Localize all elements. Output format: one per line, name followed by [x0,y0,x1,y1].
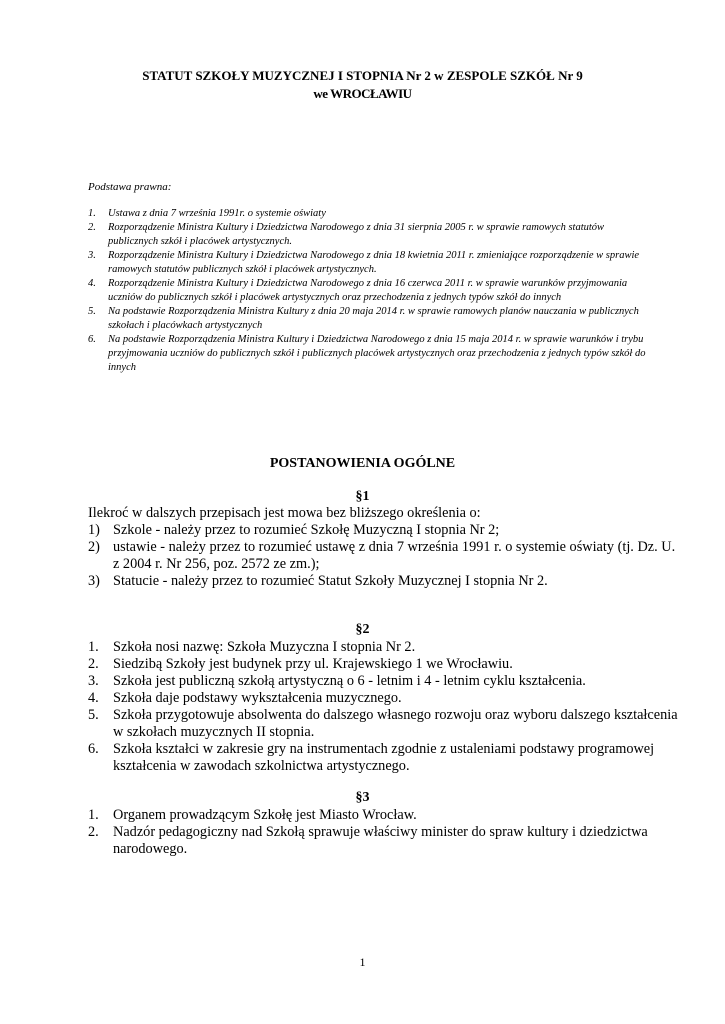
item-number: 5. [88,707,99,723]
list-item [88,539,678,573]
item-number: 3. [88,673,99,689]
item-number: 3) [88,573,100,589]
item-number: 2. [88,222,96,233]
item-text: Rozporządzenie Ministra Kultury i Dziedzictwa Narodowego z dnia 31 sierpnia 2005 r. w sprawie ramowych statutów publicznych szkół i placówek artystycznych. [108,222,605,247]
list-item [88,639,678,656]
item-text: Szkoła kształci w zakresie gry na instrumentach zgodnie z ustaleniami podstawy programowej kształcenia w zawodach szkolnictwa artystycznego. [113,741,655,774]
item-text: ustawie - należy przez to rozumieć ustawę z dnia 7 września 1991 r. o systemie oświaty (tj. Dz. U. z 2004 r. Nr 256, poz. 2572 ze zm.); [113,539,676,572]
legal-basis-item [88,305,648,333]
item-text: Na podstawie Rozporządzenia Ministra Kultury i Dziedzictwa Narodowego z dnia 15 maja 2014 r. w sprawie warunków i trybu przyjmowania uczniów do publicznych szkół i publicznych placówek artystycznych oraz przechodzenia z jednych typów szkół do innych [108,334,646,373]
list-item [88,824,678,858]
definitions-list [88,522,678,590]
item-text: Na podstawie Rozporządzenia Ministra Kultury z dnia 20 maja 2014 r. w sprawie ramowych planów nauczania w publicznych szkołach i placówkach artystycznych [108,306,639,331]
paragraph-3-list [88,807,678,858]
paragraph-mark-1: §1 [355,489,370,504]
item-number: 6. [88,741,99,757]
paragraph-1-intro: Ilekroć w dalszych przepisach jest mowa bez bliższego określenia o: [88,505,481,521]
list-item [88,690,678,707]
item-number: 2. [88,656,99,672]
legal-basis-item [88,221,648,249]
list-item [88,656,678,673]
legal-basis-item [88,277,648,305]
section-heading-general: POSTANOWIENIA OGÓLNE [269,456,456,471]
item-text: Szkoła daje podstawy wykształcenia muzycznego. [113,690,402,706]
item-number: 1. [88,807,99,823]
paragraph-mark-3: §3 [355,790,370,805]
item-number: 1. [88,639,99,655]
page-number: 1 [359,955,366,969]
legal-basis-list [88,207,648,375]
item-number: 5. [88,306,96,317]
item-number: 1. [88,208,96,219]
title-line-1: STATUT SZKOŁY MUZYCZNEJ I STOPNIA Nr 2 w ZESPOLE SZKÓŁ Nr 9 [142,68,583,83]
legal-basis-item [88,333,648,375]
item-text: Nadzór pedagogiczny nad Szkołą sprawuje właściwy minister do spraw kultury i dziedzictwa narodowego. [113,824,648,857]
list-item [88,522,678,539]
list-item [88,573,678,590]
item-text: Szkoła nosi nazwę: Szkoła Muzyczna I stopnia Nr 2. [113,639,416,655]
item-text: Organem prowadzącym Szkołę jest Miasto Wrocław. [113,807,417,823]
legal-basis-label: Podstawa prawna: [88,181,172,193]
list-item [88,707,678,741]
paragraph-mark-2: §2 [355,622,370,637]
document-title [60,67,665,103]
legal-basis-item [88,207,648,221]
item-number: 3. [88,250,96,261]
item-text: Szkoła przygotowuje absolwenta do dalszego własnego rozwoju oraz wyboru dalszego kształcenia w szkołach muzycznych II stopnia. [113,707,678,740]
list-item [88,741,678,775]
item-number: 1) [88,522,100,538]
item-text: Siedzibą Szkoły jest budynek przy ul. Krajewskiego 1 we Wrocławiu. [113,656,513,672]
item-text: Statucie - należy przez to rozumieć Statut Szkoły Muzycznej I stopnia Nr 2. [113,573,548,589]
item-text: Szkoła jest publiczną szkołą artystyczną o 6 - letnim i 4 - letnim cyklu kształcenia. [113,673,586,689]
item-number: 4. [88,278,96,289]
item-number: 4. [88,690,99,706]
list-item [88,807,678,824]
item-number: 6. [88,334,96,345]
title-line-2: we WROCŁAWIU [313,86,412,101]
item-number: 2. [88,824,99,840]
paragraph-2-list [88,639,678,775]
list-item [88,673,678,690]
item-text: Rozporządzenie Ministra Kultury i Dziedzictwa Narodowego z dnia 16 czerwca 2011 r. w sprawie warunków przyjmowania uczniów do publicznych szkół i placówek artystycznych oraz przechodzenia z jednych typów szkół do innych [108,278,628,303]
item-text: Rozporządzenie Ministra Kultury i Dziedzictwa Narodowego z dnia 18 kwietnia 2011 r. zmieniające rozporządzenie w sprawie ramowych statutów publicznych szkół i placówek artystycznych. [108,250,640,275]
legal-basis-item [88,249,648,277]
item-text: Ustawa z dnia 7 września 1991r. o systemie oświaty [108,208,326,219]
item-text: Szkole - należy przez to rozumieć Szkołę Muzyczną I stopnia Nr 2; [113,522,500,538]
item-number: 2) [88,539,100,555]
